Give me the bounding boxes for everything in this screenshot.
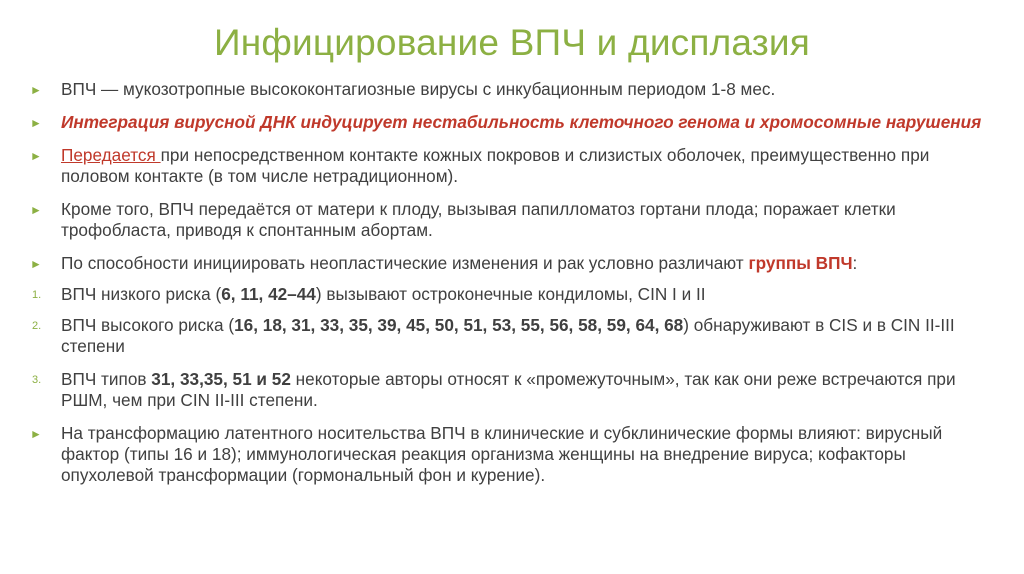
slide-title: Инфицирование ВПЧ и дисплазия	[213, 22, 811, 63]
hpv-types-intermediate: 31, 33,35, 51 и 52	[151, 369, 291, 389]
numbered-item-2	[30, 315, 990, 357]
bullet-arrow-icon: ►	[30, 83, 42, 97]
bullet-item-3	[30, 145, 990, 187]
bullet-colon: :	[852, 253, 858, 273]
bullet-item-5	[30, 253, 990, 274]
bullet-item-6	[30, 423, 990, 486]
item-text: ВПЧ типов	[61, 369, 152, 389]
bullet-text: По способности инициировать неопластические изменения и рак условно различают	[61, 253, 749, 273]
bullet-text: ВПЧ — мукозотропные высококонтагиозные вирусы с инкубационным периодом 1-8 мес.	[61, 79, 776, 99]
bullet-text: Кроме того, ВПЧ передаётся от матери к плоду, вызывая папилломатоз гортани плода; поражает клетки трофобласта, приводя к спонтанным абортам.	[61, 199, 896, 240]
numbered-item-1	[30, 284, 990, 305]
bullet-arrow-icon: ►	[30, 116, 42, 130]
bullet-arrow-icon: ►	[30, 203, 42, 217]
bullet-text-emphasis: Интеграция вирусной ДНК индуцирует нестабильность клеточного генома и хромосомные нарушения	[61, 112, 982, 132]
bullet-arrow-icon: ►	[30, 257, 42, 271]
bullet-item-4	[30, 199, 990, 241]
item-text: некоторые авторы относят к «промежуточным», так как они реже встречаются при РШМ, чем при CIN II-III степени.	[61, 369, 956, 410]
hpv-types-low: 6, 11, 42–44	[221, 284, 316, 304]
slide-content	[30, 79, 990, 498]
item-text: ) обнаруживают в CIS и в CIN II-III степени	[61, 315, 955, 356]
numbered-item-3	[30, 369, 990, 411]
bullet-text: при непосредственном контакте кожных покровов и слизистых оболочек, преимущественно при половом контакте (в том числе нетрадиционном).	[61, 145, 930, 186]
item-text: ВПЧ низкого риска (	[61, 284, 222, 304]
transmission-link[interactable]: Передается	[61, 145, 161, 165]
bullet-text: На трансформацию латентного носительства ВПЧ в клинические и субклинические формы влияют: вирусный фактор (типы 16 и 18); иммунологическая реакция организма женщины на внедрение вируса; кофакторы опухолевой трансформации (гормональный фон и курение).	[61, 423, 943, 485]
bullet-item-1	[30, 79, 990, 100]
bullet-arrow-icon: ►	[30, 149, 42, 163]
item-text: ВПЧ высокого риска (	[61, 315, 235, 335]
list-number: 2.	[32, 320, 42, 332]
item-text: ) вызывают остроконечные кондиломы, CIN I и II	[315, 284, 706, 304]
list-number: 1.	[32, 289, 42, 301]
bullet-item-2	[30, 112, 990, 133]
list-number: 3.	[32, 374, 42, 386]
hpv-groups-label: группы ВПЧ	[748, 253, 853, 273]
bullet-arrow-icon: ►	[30, 427, 42, 441]
hpv-types-high: 16, 18, 31, 33, 35, 39, 45, 50, 51, 53, 55, 56, 58, 59, 64, 68	[234, 315, 684, 335]
